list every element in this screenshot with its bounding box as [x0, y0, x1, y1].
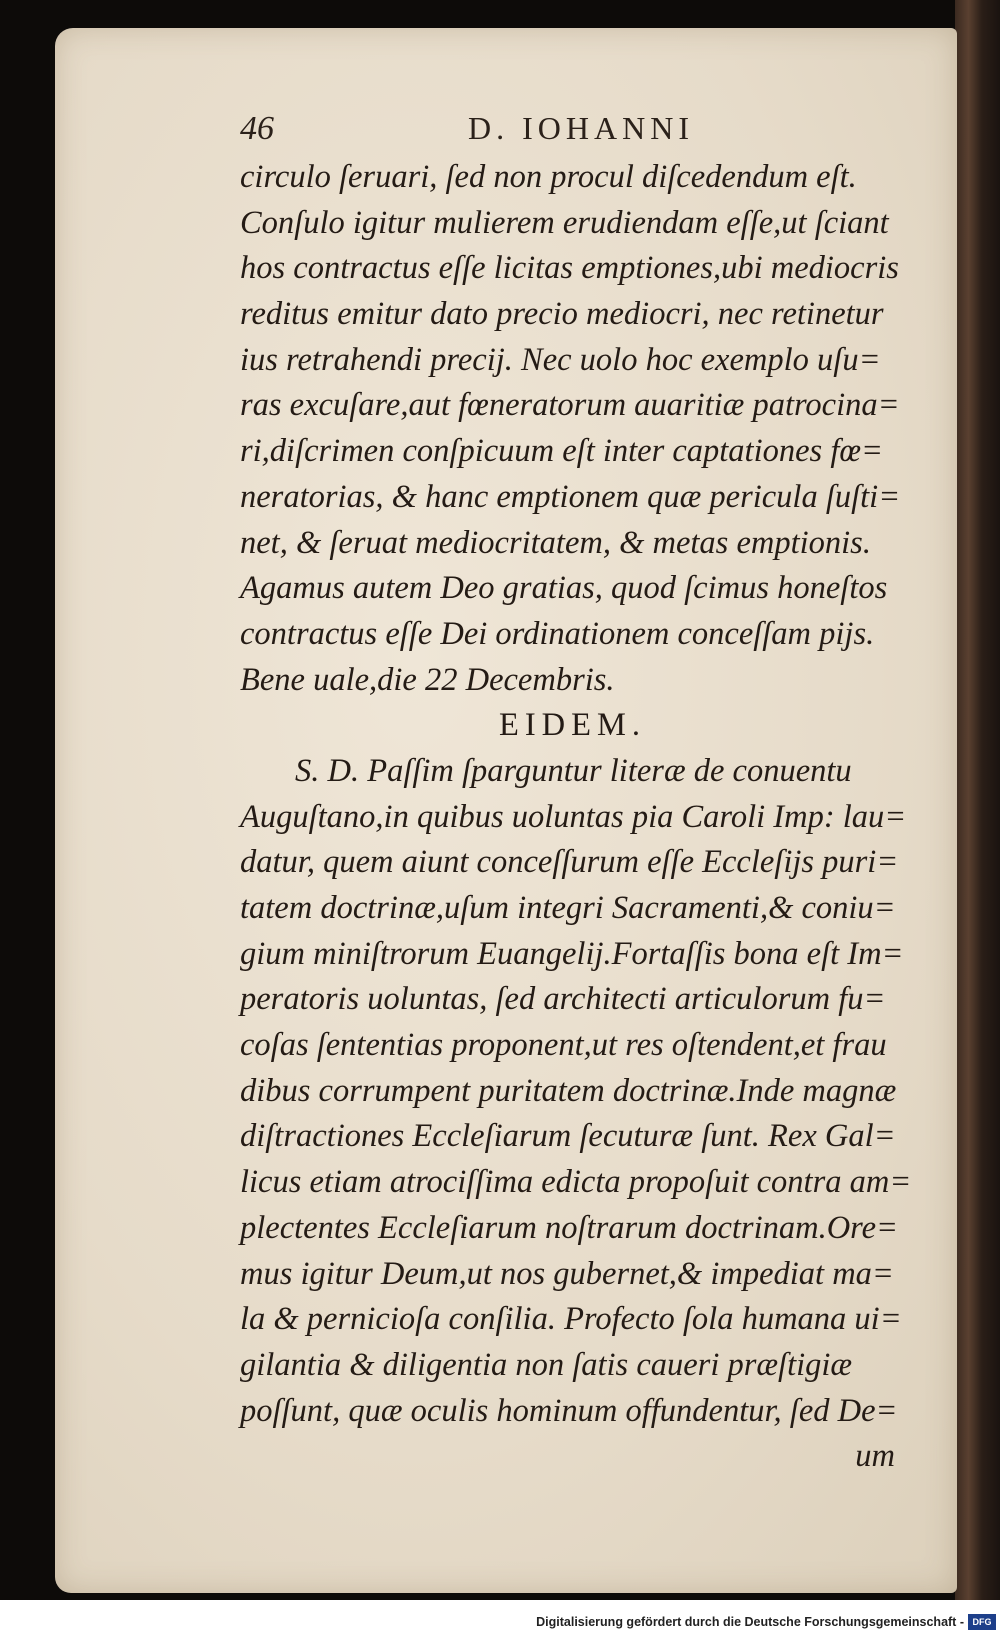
text-line: Conſulo igitur mulierem erudiendam eſſe,ut ſciant [240, 204, 889, 241]
text-line: Bene uale,die 22 Decembris. [240, 661, 615, 698]
text-line: poſſunt, quæ oculis hominum offundentur, ſed De= [240, 1392, 898, 1429]
text-line: gium miniſtrorum Euangelij.Fortaſſis bona eſt Im= [240, 935, 904, 972]
text-line: diſtractiones Eccleſiarum ſecuturæ ſunt. Rex Gal= [240, 1118, 896, 1155]
running-head [240, 110, 880, 158]
text-line: dibus corrumpent puritatem doctrinæ.Inde magnæ [240, 1072, 897, 1109]
text-line: ras excuſare,aut fœneratorum auaritiæ patrocina= [240, 387, 900, 424]
text-line: mus igitur Deum,ut nos gubernet,& impediat ma= [240, 1255, 894, 1292]
text-line: circulo ſeruari, ſed non procul diſcedendum eſt. [240, 159, 857, 195]
text-line: tatem doctrinæ,uſum integri Sacramenti,& coniu= [240, 890, 896, 926]
catchword: um [855, 1438, 895, 1475]
dfg-logo-icon: DFG [968, 1614, 996, 1630]
page-text [240, 155, 912, 1480]
text-line: hos contractus eſſe licitas emptiones,ubi mediocris [240, 250, 899, 287]
text-line: licus etiam atrociſſima edicta propoſuit contra am= [240, 1164, 912, 1201]
page-number: 46 [240, 110, 274, 147]
text-line: Agamus autem Deo gratias, quod ſcimus honeſtos [240, 570, 888, 607]
section-heading: EIDEM. [498, 707, 647, 744]
text-line: reditus emitur dato precio mediocri, nec retinetur [240, 296, 884, 333]
text-line: neratorias, & hanc emptionem quæ pericula ſuſti= [240, 478, 901, 515]
text-line: plectentes Eccleſiarum noſtrarum doctrinam.Ore= [240, 1209, 898, 1246]
text-line: net, & ſeruat mediocritatem, & metas emptionis. [240, 524, 871, 561]
book-spine-edge [955, 0, 1000, 1600]
text-line: la & pernicioſa conſilia. Profecto ſola humana ui= [240, 1301, 902, 1338]
text-line: datur, quem aiunt conceſſurum eſſe Eccleſijs puri= [240, 844, 899, 881]
footer-bar [0, 1600, 1000, 1648]
text-line: S. D. Paſſim ſparguntur literæ de conuentu [295, 752, 852, 789]
text-line: coſas ſententias proponent,ut res oſtendent,et frau [240, 1027, 887, 1064]
text-line: ri,diſcrimen conſpicuum eſt inter captationes fœ= [240, 433, 883, 470]
text-line: contractus eſſe Dei ordinationem conceſſam pijs. [240, 615, 875, 652]
running-title: D. IOHANNI [468, 110, 694, 146]
funding-credit: Digitalisierung gefördert durch die Deutsche Forschungsgemeinschaft - [536, 1615, 964, 1629]
text-line: ius retrahendi precij. Nec uolo hoc exemplo uſu= [240, 341, 881, 378]
text-line: gilantia & diligentia non ſatis caueri præſtigiæ [240, 1346, 853, 1383]
text-line: Auguſtano,in quibus uoluntas pia Caroli Imp: lau= [240, 798, 907, 835]
text-line: peratoris uoluntas, ſed architecti articulorum fu= [240, 981, 886, 1018]
